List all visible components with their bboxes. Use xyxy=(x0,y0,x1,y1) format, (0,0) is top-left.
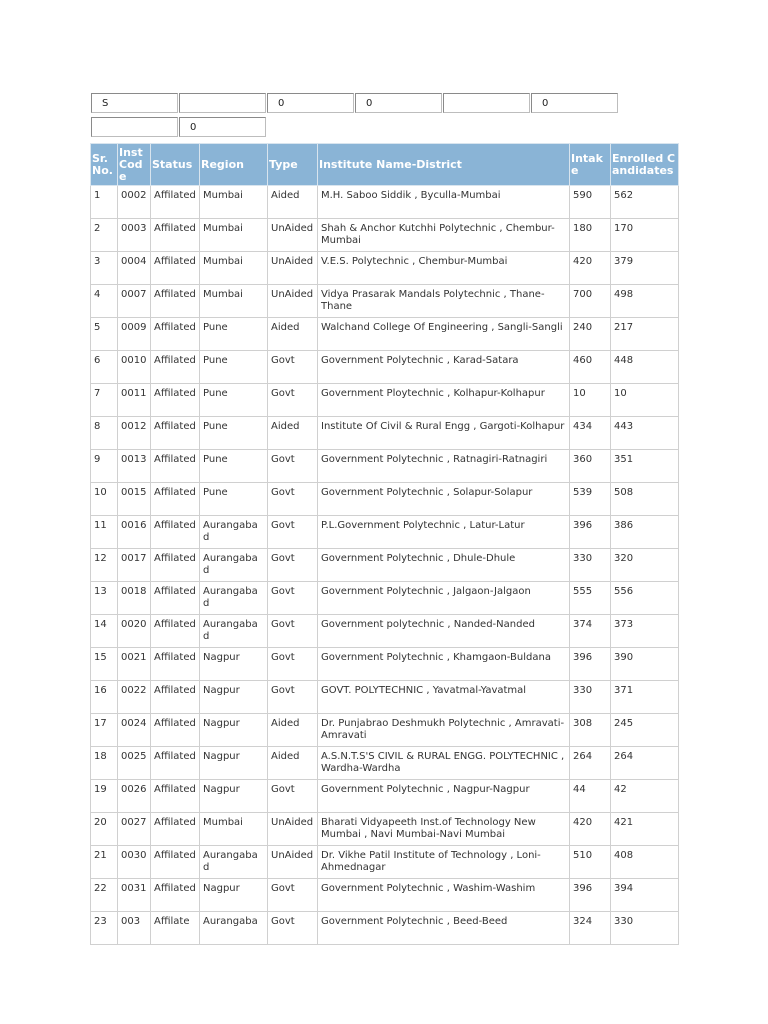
cell-status: Affilated xyxy=(151,549,200,582)
cell-enrolled: 443 xyxy=(611,417,679,450)
cell-status: Affilated xyxy=(151,219,200,252)
cell-region: Aurangaba xyxy=(200,912,268,945)
cell-inst-code: 0025 xyxy=(118,747,151,780)
cell-sr-no: 15 xyxy=(91,648,118,681)
cell-institute-name: A.S.N.T.S'S CIVIL & RURAL ENGG. POLYTECHNIC , Wardha-Wardha xyxy=(318,747,570,780)
filter-input[interactable] xyxy=(267,93,354,113)
cell-inst-code: 0030 xyxy=(118,846,151,879)
cell-inst-code: 0007 xyxy=(118,285,151,318)
cell-institute-name: Walchand College Of Engineering , Sangli-Sangli xyxy=(318,318,570,351)
cell-enrolled: 373 xyxy=(611,615,679,648)
cell-enrolled: 394 xyxy=(611,879,679,912)
cell-type: Govt xyxy=(268,681,318,714)
cell-type: Govt xyxy=(268,549,318,582)
cell-inst-code: 0012 xyxy=(118,417,151,450)
cell-status: Affilated xyxy=(151,450,200,483)
header-type[interactable]: Type xyxy=(268,144,318,186)
cell-intake: 10 xyxy=(570,384,611,417)
cell-status: Affilated xyxy=(151,747,200,780)
cell-type: Govt xyxy=(268,879,318,912)
cell-sr-no: 3 xyxy=(91,252,118,285)
cell-inst-code: 0013 xyxy=(118,450,151,483)
cell-region: Mumbai xyxy=(200,252,268,285)
cell-inst-code: 0020 xyxy=(118,615,151,648)
table-row xyxy=(91,186,679,219)
cell-sr-no: 17 xyxy=(91,714,118,747)
cell-intake: 510 xyxy=(570,846,611,879)
cell-type: Govt xyxy=(268,582,318,615)
cell-enrolled: 170 xyxy=(611,219,679,252)
cell-inst-code: 0009 xyxy=(118,318,151,351)
cell-status: Affilated xyxy=(151,384,200,417)
cell-enrolled: 351 xyxy=(611,450,679,483)
filter-input[interactable] xyxy=(179,93,266,113)
cell-inst-code: 0002 xyxy=(118,186,151,219)
cell-inst-code: 0018 xyxy=(118,582,151,615)
cell-status: Affilated xyxy=(151,417,200,450)
cell-institute-name: V.E.S. Polytechnic , Chembur-Mumbai xyxy=(318,252,570,285)
cell-inst-code: 0022 xyxy=(118,681,151,714)
cell-enrolled: 217 xyxy=(611,318,679,351)
cell-region: Pune xyxy=(200,417,268,450)
cell-institute-name: Government Polytechnic , Ratnagiri-Ratnagiri xyxy=(318,450,570,483)
cell-sr-no: 7 xyxy=(91,384,118,417)
cell-institute-name: M.H. Saboo Siddik , Byculla-Mumbai xyxy=(318,186,570,219)
cell-region: Nagpur xyxy=(200,648,268,681)
cell-inst-code: 0026 xyxy=(118,780,151,813)
filter-input[interactable] xyxy=(91,93,178,113)
table-row xyxy=(91,516,679,549)
table-row xyxy=(91,549,679,582)
cell-status: Affilated xyxy=(151,186,200,219)
cell-intake: 324 xyxy=(570,912,611,945)
cell-sr-no: 13 xyxy=(91,582,118,615)
table-row xyxy=(91,648,679,681)
cell-type: Govt xyxy=(268,483,318,516)
cell-sr-no: 19 xyxy=(91,780,118,813)
header-sr-no[interactable]: Sr. No. xyxy=(91,144,118,186)
cell-institute-name: Government Polytechnic , Solapur-Solapur xyxy=(318,483,570,516)
table-row xyxy=(91,813,679,846)
filter-input[interactable] xyxy=(179,117,266,137)
cell-status: Affilated xyxy=(151,681,200,714)
cell-enrolled: 498 xyxy=(611,285,679,318)
filter-row-2 xyxy=(91,117,618,137)
cell-institute-name: Government Polytechnic , Washim-Washim xyxy=(318,879,570,912)
cell-inst-code: 0016 xyxy=(118,516,151,549)
cell-sr-no: 18 xyxy=(91,747,118,780)
cell-sr-no: 12 xyxy=(91,549,118,582)
table-row xyxy=(91,351,679,384)
header-region[interactable]: Region xyxy=(200,144,268,186)
cell-region: Aurangabad xyxy=(200,846,268,879)
filter-input[interactable] xyxy=(443,93,530,113)
cell-intake: 308 xyxy=(570,714,611,747)
cell-sr-no: 23 xyxy=(91,912,118,945)
cell-enrolled: 10 xyxy=(611,384,679,417)
header-enrolled[interactable]: Enrolled Candidates xyxy=(611,144,679,186)
table-row xyxy=(91,615,679,648)
cell-institute-name: Shah & Anchor Kutchhi Polytechnic , Chembur-Mumbai xyxy=(318,219,570,252)
cell-region: Mumbai xyxy=(200,813,268,846)
cell-intake: 396 xyxy=(570,879,611,912)
table-row xyxy=(91,714,679,747)
cell-intake: 240 xyxy=(570,318,611,351)
cell-region: Mumbai xyxy=(200,186,268,219)
cell-type: Aided xyxy=(268,186,318,219)
cell-institute-name: Institute Of Civil & Rural Engg , Gargoti-Kolhapur xyxy=(318,417,570,450)
cell-region: Pune xyxy=(200,384,268,417)
cell-region: Pune xyxy=(200,483,268,516)
cell-region: Pune xyxy=(200,450,268,483)
filter-input[interactable] xyxy=(355,93,442,113)
cell-region: Pune xyxy=(200,318,268,351)
cell-type: Aided xyxy=(268,714,318,747)
cell-sr-no: 21 xyxy=(91,846,118,879)
cell-status: Affilated xyxy=(151,615,200,648)
cell-enrolled: 371 xyxy=(611,681,679,714)
cell-region: Nagpur xyxy=(200,780,268,813)
cell-status: Affilated xyxy=(151,780,200,813)
cell-intake: 555 xyxy=(570,582,611,615)
cell-inst-code: 0011 xyxy=(118,384,151,417)
header-status[interactable]: Status xyxy=(151,144,200,186)
cell-enrolled: 264 xyxy=(611,747,679,780)
cell-enrolled: 330 xyxy=(611,912,679,945)
cell-type: Govt xyxy=(268,912,318,945)
cell-status: Affilated xyxy=(151,516,200,549)
cell-status: Affilated xyxy=(151,252,200,285)
cell-intake: 539 xyxy=(570,483,611,516)
cell-inst-code: 0003 xyxy=(118,219,151,252)
cell-institute-name: GOVT. POLYTECHNIC , Yavatmal-Yavatmal xyxy=(318,681,570,714)
cell-sr-no: 4 xyxy=(91,285,118,318)
table-row xyxy=(91,879,679,912)
cell-sr-no: 11 xyxy=(91,516,118,549)
cell-enrolled: 508 xyxy=(611,483,679,516)
cell-region: Nagpur xyxy=(200,747,268,780)
table-row xyxy=(91,252,679,285)
cell-enrolled: 408 xyxy=(611,846,679,879)
filter-row-1 xyxy=(91,93,618,113)
cell-type: UnAided xyxy=(268,846,318,879)
cell-status: Affilated xyxy=(151,483,200,516)
cell-enrolled: 42 xyxy=(611,780,679,813)
cell-intake: 434 xyxy=(570,417,611,450)
table-row xyxy=(91,582,679,615)
cell-enrolled: 245 xyxy=(611,714,679,747)
cell-status: Affilated xyxy=(151,318,200,351)
cell-status: Affilated xyxy=(151,879,200,912)
cell-sr-no: 9 xyxy=(91,450,118,483)
cell-intake: 420 xyxy=(570,252,611,285)
cell-type: Aided xyxy=(268,318,318,351)
institutes-table xyxy=(90,143,679,945)
cell-type: Govt xyxy=(268,351,318,384)
cell-status: Affilated xyxy=(151,648,200,681)
cell-type: Govt xyxy=(268,615,318,648)
cell-inst-code: 003 xyxy=(118,912,151,945)
cell-region: Aurangabad xyxy=(200,582,268,615)
cell-sr-no: 20 xyxy=(91,813,118,846)
cell-region: Pune xyxy=(200,351,268,384)
cell-sr-no: 6 xyxy=(91,351,118,384)
cell-region: Nagpur xyxy=(200,714,268,747)
header-intake[interactable]: Intake xyxy=(570,144,611,186)
cell-status: Affilate xyxy=(151,912,200,945)
cell-intake: 420 xyxy=(570,813,611,846)
table-row xyxy=(91,219,679,252)
cell-inst-code: 0024 xyxy=(118,714,151,747)
table-row xyxy=(91,747,679,780)
cell-type: Govt xyxy=(268,780,318,813)
table-row xyxy=(91,384,679,417)
cell-enrolled: 448 xyxy=(611,351,679,384)
cell-status: Affilated xyxy=(151,813,200,846)
table-row xyxy=(91,780,679,813)
table-row xyxy=(91,483,679,516)
header-inst-code[interactable]: Inst Code xyxy=(118,144,151,186)
cell-type: UnAided xyxy=(268,219,318,252)
cell-region: Nagpur xyxy=(200,681,268,714)
cell-intake: 330 xyxy=(570,549,611,582)
cell-inst-code: 0004 xyxy=(118,252,151,285)
cell-region: Aurangabad xyxy=(200,549,268,582)
cell-institute-name: Government Polytechnic , Dhule-Dhule xyxy=(318,549,570,582)
cell-inst-code: 0010 xyxy=(118,351,151,384)
filter-input[interactable] xyxy=(91,117,178,137)
cell-status: Affilated xyxy=(151,285,200,318)
cell-institute-name: Government Polytechnic , Karad-Satara xyxy=(318,351,570,384)
cell-institute-name: Government Polytechnic , Beed-Beed xyxy=(318,912,570,945)
cell-type: Govt xyxy=(268,516,318,549)
cell-inst-code: 0027 xyxy=(118,813,151,846)
filter-input[interactable] xyxy=(531,93,618,113)
cell-intake: 264 xyxy=(570,747,611,780)
filter-inputs xyxy=(91,93,618,141)
cell-type: UnAided xyxy=(268,252,318,285)
cell-inst-code: 0031 xyxy=(118,879,151,912)
cell-status: Affilated xyxy=(151,582,200,615)
cell-region: Aurangabad xyxy=(200,516,268,549)
cell-intake: 360 xyxy=(570,450,611,483)
cell-enrolled: 320 xyxy=(611,549,679,582)
cell-region: Aurangabad xyxy=(200,615,268,648)
cell-enrolled: 556 xyxy=(611,582,679,615)
table-row xyxy=(91,285,679,318)
table-row xyxy=(91,318,679,351)
cell-region: Nagpur xyxy=(200,879,268,912)
cell-intake: 330 xyxy=(570,681,611,714)
cell-intake: 590 xyxy=(570,186,611,219)
cell-institute-name: P.L.Government Polytechnic , Latur-Latur xyxy=(318,516,570,549)
table-header-row xyxy=(91,144,679,186)
cell-region: Mumbai xyxy=(200,285,268,318)
cell-institute-name: Government Polytechnic , Nagpur-Nagpur xyxy=(318,780,570,813)
header-institute-name[interactable]: Institute Name-District xyxy=(318,144,570,186)
cell-sr-no: 10 xyxy=(91,483,118,516)
cell-intake: 700 xyxy=(570,285,611,318)
cell-intake: 374 xyxy=(570,615,611,648)
cell-type: Govt xyxy=(268,384,318,417)
cell-enrolled: 379 xyxy=(611,252,679,285)
cell-sr-no: 5 xyxy=(91,318,118,351)
cell-type: Govt xyxy=(268,648,318,681)
cell-intake: 460 xyxy=(570,351,611,384)
table-row xyxy=(91,681,679,714)
cell-enrolled: 390 xyxy=(611,648,679,681)
cell-type: UnAided xyxy=(268,285,318,318)
cell-type: Aided xyxy=(268,747,318,780)
cell-intake: 396 xyxy=(570,648,611,681)
cell-sr-no: 8 xyxy=(91,417,118,450)
cell-enrolled: 421 xyxy=(611,813,679,846)
cell-type: Aided xyxy=(268,417,318,450)
cell-institute-name: Vidya Prasarak Mandals Polytechnic , Thane-Thane xyxy=(318,285,570,318)
cell-inst-code: 0015 xyxy=(118,483,151,516)
cell-institute-name: Government Polytechnic , Jalgaon-Jalgaon xyxy=(318,582,570,615)
table-row xyxy=(91,912,679,945)
cell-sr-no: 16 xyxy=(91,681,118,714)
cell-sr-no: 2 xyxy=(91,219,118,252)
cell-institute-name: Government polytechnic , Nanded-Nanded xyxy=(318,615,570,648)
cell-type: Govt xyxy=(268,450,318,483)
cell-enrolled: 386 xyxy=(611,516,679,549)
cell-sr-no: 14 xyxy=(91,615,118,648)
cell-region: Mumbai xyxy=(200,219,268,252)
cell-institute-name: Dr. Punjabrao Deshmukh Polytechnic , Amravati-Amravati xyxy=(318,714,570,747)
cell-institute-name: Bharati Vidyapeeth Inst.of Technology New Mumbai , Navi Mumbai-Navi Mumbai xyxy=(318,813,570,846)
table-row xyxy=(91,450,679,483)
table-row xyxy=(91,417,679,450)
cell-intake: 396 xyxy=(570,516,611,549)
cell-status: Affilated xyxy=(151,846,200,879)
cell-inst-code: 0021 xyxy=(118,648,151,681)
cell-institute-name: Government Polytechnic , Khamgaon-Buldana xyxy=(318,648,570,681)
cell-inst-code: 0017 xyxy=(118,549,151,582)
cell-intake: 44 xyxy=(570,780,611,813)
cell-type: UnAided xyxy=(268,813,318,846)
cell-sr-no: 22 xyxy=(91,879,118,912)
cell-enrolled: 562 xyxy=(611,186,679,219)
cell-institute-name: Dr. Vikhe Patil Institute of Technology , Loni-Ahmednagar xyxy=(318,846,570,879)
cell-intake: 180 xyxy=(570,219,611,252)
cell-sr-no: 1 xyxy=(91,186,118,219)
cell-institute-name: Government Ploytechnic , Kolhapur-Kolhapur xyxy=(318,384,570,417)
cell-status: Affilated xyxy=(151,351,200,384)
cell-status: Affilated xyxy=(151,714,200,747)
table-row xyxy=(91,846,679,879)
